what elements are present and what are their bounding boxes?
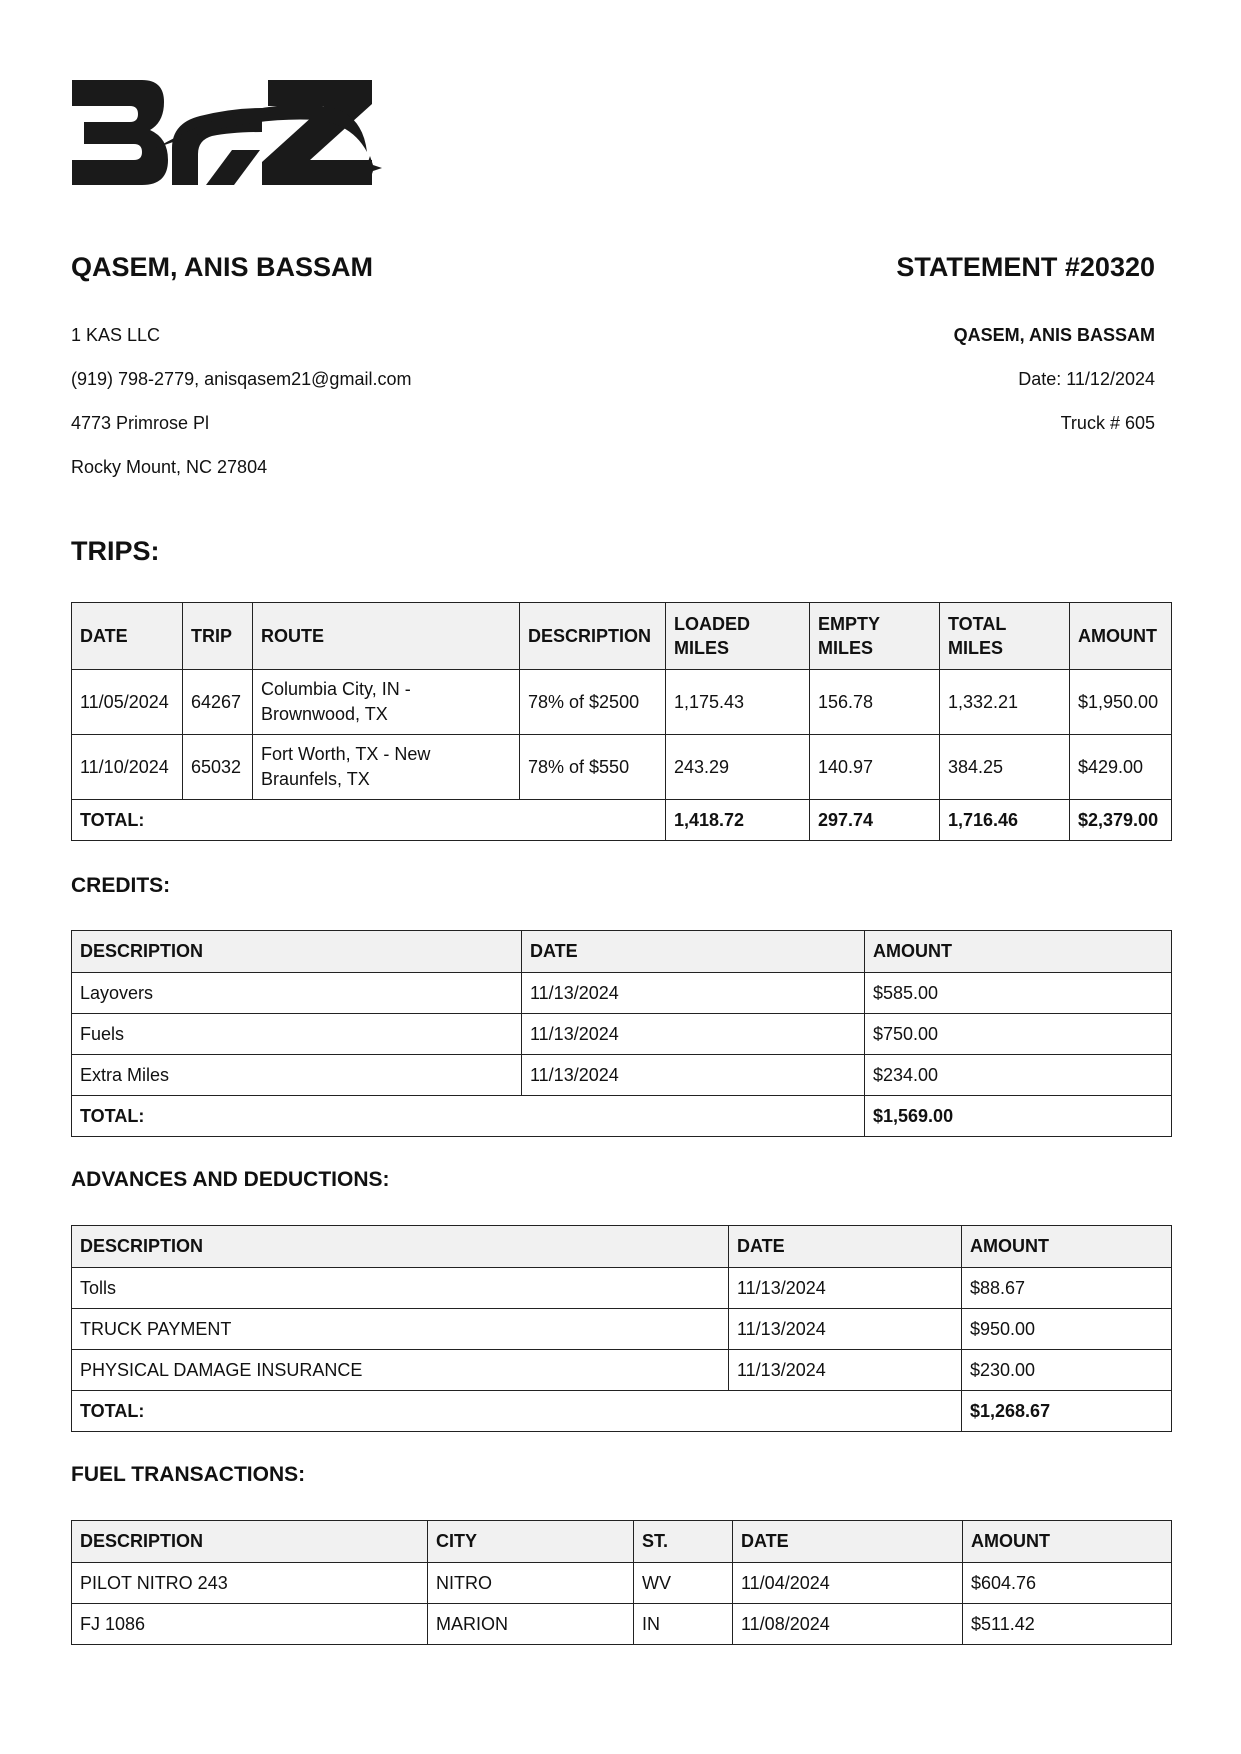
table-cell: 1,175.43	[666, 670, 810, 735]
truck-number: Truck # 605	[1060, 413, 1155, 433]
col-header: ROUTE	[253, 603, 520, 670]
table-cell: 384.25	[940, 735, 1070, 800]
table-row	[72, 1350, 1172, 1391]
statement-name: QASEM, ANIS BASSAM	[953, 325, 1155, 345]
table-cell: Extra Miles	[72, 1055, 522, 1096]
col-header: AMOUNT	[963, 1521, 1172, 1563]
total-label: TOTAL:	[72, 800, 666, 841]
col-header: TOTAL MILES	[940, 603, 1070, 670]
table-header-row	[72, 931, 1172, 973]
table-cell: Fuels	[72, 1014, 522, 1055]
table-row	[72, 1014, 1172, 1055]
table-row	[72, 735, 1172, 800]
total-label: TOTAL:	[72, 1391, 962, 1432]
table-row	[72, 1268, 1172, 1309]
table-row	[72, 670, 1172, 735]
table-cell: $1,950.00	[1070, 670, 1172, 735]
table-cell: 11/10/2024	[72, 735, 183, 800]
col-header: DESCRIPTION	[72, 1226, 729, 1268]
table-header-row	[72, 1226, 1172, 1268]
table-cell: 11/08/2024	[733, 1604, 963, 1645]
company-name: 1 KAS LLC	[71, 325, 161, 345]
brz-logo	[72, 78, 382, 193]
col-header: TRIP	[183, 603, 253, 670]
fuel-table	[71, 1520, 1172, 1645]
table-cell: TRUCK PAYMENT	[72, 1309, 729, 1350]
total-row	[72, 800, 1172, 841]
table-cell: 11/05/2024	[72, 670, 183, 735]
total-row	[72, 1096, 1172, 1137]
table-cell: MARION	[428, 1604, 634, 1645]
trips-heading: TRIPS:	[71, 536, 160, 566]
col-header: EMPTY MILES	[810, 603, 940, 670]
total-row	[72, 1391, 1172, 1432]
table-header-row	[72, 1521, 1172, 1563]
table-cell: Layovers	[72, 973, 522, 1014]
address-line-2: Rocky Mount, NC 27804	[71, 457, 268, 477]
table-cell: 1,332.21	[940, 670, 1070, 735]
table-cell: 11/13/2024	[522, 1014, 865, 1055]
table-cell: 156.78	[810, 670, 940, 735]
table-cell: $234.00	[865, 1055, 1172, 1096]
deductions-heading: ADVANCES AND DEDUCTIONS:	[71, 1168, 390, 1191]
table-row	[72, 1604, 1172, 1645]
table-cell: Columbia City, IN - Brownwood, TX	[253, 670, 520, 735]
table-cell: PILOT NITRO 243	[72, 1563, 428, 1604]
fuel-heading: FUEL TRANSACTIONS:	[71, 1463, 306, 1486]
total-amount: $2,379.00	[1070, 800, 1172, 841]
table-cell: $511.42	[963, 1604, 1172, 1645]
total-miles: 1,716.46	[940, 800, 1070, 841]
table-cell: Fort Worth, TX - New Braunfels, TX	[253, 735, 520, 800]
table-cell: 11/13/2024	[522, 1055, 865, 1096]
table-cell: $429.00	[1070, 735, 1172, 800]
col-header: DATE	[733, 1521, 963, 1563]
trips-table	[71, 602, 1172, 841]
col-header: ST.	[634, 1521, 733, 1563]
statement-title: STATEMENT #20320	[896, 252, 1155, 282]
table-cell: $88.67	[962, 1268, 1172, 1309]
col-header: DATE	[729, 1226, 962, 1268]
table-cell: WV	[634, 1563, 733, 1604]
col-header: CITY	[428, 1521, 634, 1563]
table-cell: 11/13/2024	[729, 1268, 962, 1309]
table-cell: NITRO	[428, 1563, 634, 1604]
col-header: LOADED MILES	[666, 603, 810, 670]
table-cell: $604.76	[963, 1563, 1172, 1604]
col-header: DATE	[72, 603, 183, 670]
address-line-1: 4773 Primrose Pl	[71, 413, 210, 433]
table-cell: $750.00	[865, 1014, 1172, 1055]
driver-info	[71, 313, 411, 489]
col-header: AMOUNT	[1070, 603, 1172, 670]
table-cell: 78% of $550	[520, 735, 666, 800]
table-cell: 78% of $2500	[520, 670, 666, 735]
total-amount: $1,569.00	[865, 1096, 1172, 1137]
table-cell: 11/13/2024	[522, 973, 865, 1014]
statement-info	[954, 313, 1155, 445]
table-cell: 243.29	[666, 735, 810, 800]
total-empty-miles: 297.74	[810, 800, 940, 841]
table-cell: $585.00	[865, 973, 1172, 1014]
total-label: TOTAL:	[72, 1096, 865, 1137]
col-header: DESCRIPTION	[72, 1521, 428, 1563]
table-row	[72, 1309, 1172, 1350]
table-cell: Tolls	[72, 1268, 729, 1309]
table-cell: $950.00	[962, 1309, 1172, 1350]
driver-name-heading: QASEM, ANIS BASSAM	[71, 252, 374, 282]
table-cell: IN	[634, 1604, 733, 1645]
table-cell: 11/13/2024	[729, 1350, 962, 1391]
table-cell: 64267	[183, 670, 253, 735]
col-header: AMOUNT	[962, 1226, 1172, 1268]
table-header-row	[72, 603, 1172, 670]
table-cell: 11/04/2024	[733, 1563, 963, 1604]
col-header: DESCRIPTION	[520, 603, 666, 670]
table-cell: 11/13/2024	[729, 1309, 962, 1350]
table-cell: 65032	[183, 735, 253, 800]
deductions-table	[71, 1225, 1172, 1432]
col-header: AMOUNT	[865, 931, 1172, 973]
table-row	[72, 1055, 1172, 1096]
table-cell: $230.00	[962, 1350, 1172, 1391]
table-cell: FJ 1086	[72, 1604, 428, 1645]
credits-table	[71, 930, 1172, 1137]
col-header: DESCRIPTION	[72, 931, 522, 973]
table-row	[72, 973, 1172, 1014]
total-amount: $1,268.67	[962, 1391, 1172, 1432]
credits-heading: CREDITS:	[71, 874, 171, 897]
table-cell: PHYSICAL DAMAGE INSURANCE	[72, 1350, 729, 1391]
total-loaded-miles: 1,418.72	[666, 800, 810, 841]
col-header: DATE	[522, 931, 865, 973]
contact-info: (919) 798-2779, anisqasem21@gmail.com	[71, 369, 412, 389]
table-row	[72, 1563, 1172, 1604]
table-cell: 140.97	[810, 735, 940, 800]
statement-date: Date: 11/12/2024	[1018, 369, 1155, 389]
